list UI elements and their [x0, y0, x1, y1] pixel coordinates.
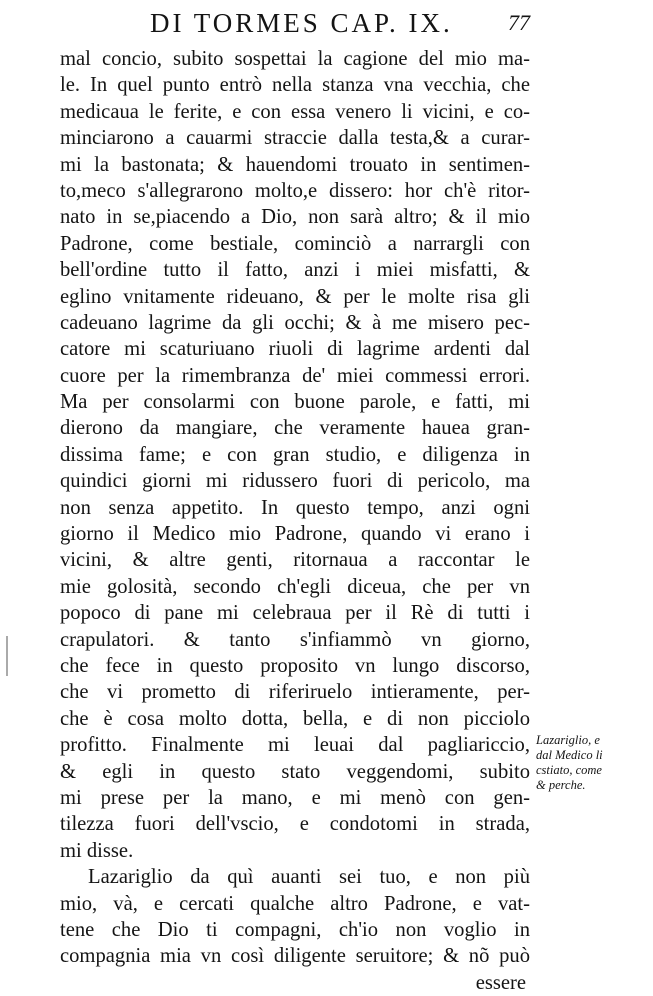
text-line: mie golosità, secondo ch'egli diceua, che per vn: [60, 575, 530, 598]
text-line: crapulatori. & tanto s'infiammò vn giorno,: [60, 628, 530, 651]
marginal-note: [536, 733, 648, 793]
marginal-note-line: dal Medico li: [536, 748, 603, 762]
text-line: minciarono a cauarmi straccie dalla testa,& a curar-: [60, 127, 530, 150]
text-line: tene che Dio ti compagni, ch'io non voglio in: [60, 918, 530, 941]
text-line: mal concio, subito sospettai la cagione del mio ma-: [60, 48, 530, 70]
text-line: mi la bastonata; & hauendomi trouato in sentimen-: [60, 153, 530, 176]
page-number: 77: [508, 10, 530, 35]
text-line: medicaua le ferite, e con essa venero li vicini, e co-: [60, 100, 530, 123]
text-line: Ma per consolarmi con buone parole, e fatti, mi: [60, 391, 530, 414]
text-line: compagnia mia vn così diligente seruitore; & nõ può: [60, 945, 530, 968]
text-line: tilezza fuori dell'vscio, e condotomi in strada,: [60, 813, 530, 836]
marginal-note-line: Lazariglio, e: [536, 733, 600, 747]
text-line: & egli in questo stato veggendomi, subito: [60, 760, 530, 783]
text-line: Padrone, come bestiale, cominciò a narrargli con: [60, 232, 530, 255]
text-line: non senza appetito. In questo tempo, anzi ogni: [60, 496, 530, 519]
text-line: dissima fame; e con gran studio, e diligenza in: [60, 443, 530, 466]
marginal-note-line: cstiato, come: [536, 763, 602, 777]
paragraph-start-line: Lazariglio da quì auanti sei tuo, e non più: [88, 866, 530, 889]
text-line: mi disse.: [60, 839, 134, 862]
text-line: mio, và, e cercati qualche altro Padrone, e vat-: [60, 892, 530, 915]
text-line: eglino vnitamente rideuano, & per le molte risa gli: [60, 285, 530, 308]
text-line: nato in se,piacendo a Dio, non sarà altro; & il mio: [60, 206, 530, 229]
body-text: [60, 46, 530, 996]
text-line: popoco di pane mi celebraua per il Rè di tutti i: [60, 602, 530, 625]
text-line: dierono da mangiare, che veramente hauea gran-: [60, 417, 530, 440]
catchword: essere: [475, 971, 526, 994]
text-line: to,meco s'allegrarono molto,e dissero: hor ch'è ritor-: [60, 179, 530, 202]
text-line: vicini, & altre genti, ritornaua a raccontar le: [60, 549, 530, 572]
text-line: bell'ordine tutto il fatto, anzi i miei misfatti, &: [60, 259, 530, 282]
text-line: le. In quel punto entrò nella stanza vna vecchia, che: [60, 74, 530, 97]
marginal-note-line: & perche.: [536, 778, 586, 792]
text-line: che fece in questo proposito vn lungo discorso,: [60, 654, 530, 677]
text-line: catore mi scaturiuano riuoli di lagrime ardenti dal: [60, 338, 530, 361]
page-header: [150, 8, 530, 42]
text-line: che è cosa molto dotta, bella, e di non picciolo: [60, 707, 530, 730]
text-line: che vi prometto di riferiruelo intieramente, per-: [60, 681, 530, 704]
text-line: giorno il Medico mio Padrone, quando vi erano i: [60, 523, 530, 546]
text-line: profitto. Finalmente mi leuai dal pagliariccio,: [60, 734, 530, 757]
text-line: cadeuano lagrime da gli occhi; & à me misero pec-: [60, 311, 530, 334]
text-line: cuore per la rimembranza de' miei commessi errori.: [60, 364, 530, 387]
binding-mark: [6, 636, 8, 676]
text-line: quindici giorni mi ridussero fuori di pericolo, ma: [60, 470, 530, 493]
running-head: DI TORMES CAP. IX.: [150, 8, 453, 38]
text-line: mi prese per la mano, e mi menò con gen-: [60, 786, 530, 809]
